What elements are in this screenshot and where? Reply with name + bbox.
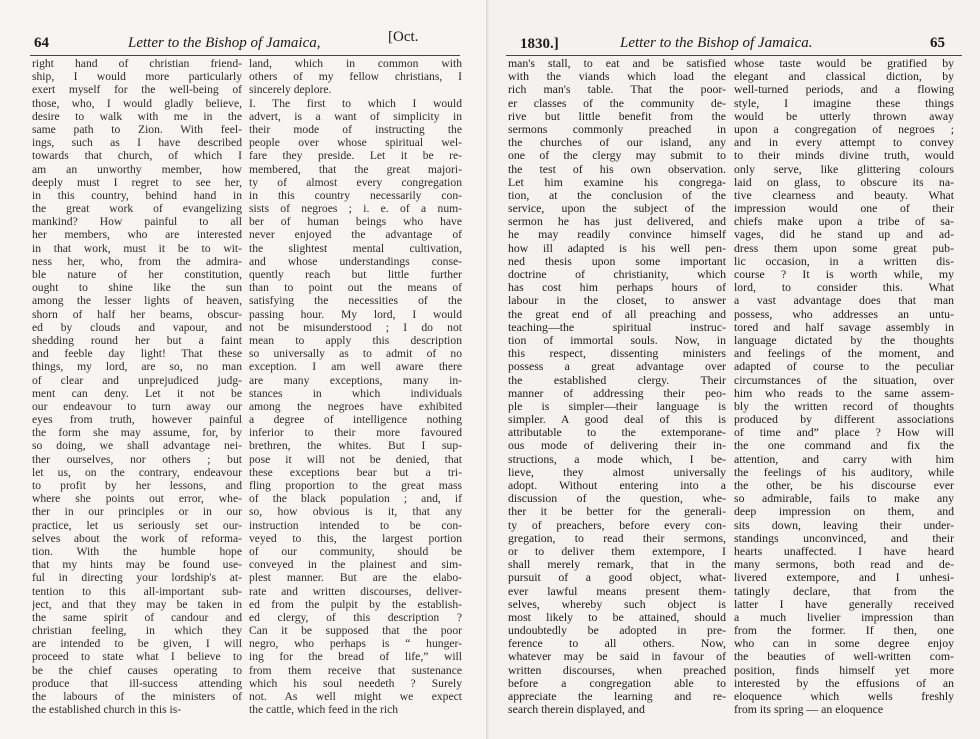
text-line: teaching—the spiritual instruc- — [508, 320, 726, 334]
text-line: one of the clergy may submit to — [508, 149, 726, 163]
text-line: interested by the effusions of an — [734, 676, 954, 690]
text-line: am an unworthy member, how — [32, 162, 242, 176]
text-line: circumstances of the situation, over — [734, 373, 954, 387]
text-line: livered extempore, and I unhesi- — [734, 571, 954, 585]
text-line: sincerely deplore. — [249, 83, 332, 97]
text-line: the feelings of his auditory, while — [734, 465, 954, 479]
right-column-2 — [734, 57, 954, 716]
text-line: tive clearness and beauty. What — [734, 188, 954, 202]
text-line: ned thesis upon some important — [508, 254, 726, 268]
text-line: produced by different associations — [734, 413, 954, 427]
text-line: has cost him perhaps hours of — [508, 281, 726, 295]
text-line: where she points out error, whe- — [32, 492, 242, 506]
text-line: our endeavour to turn away our — [32, 399, 242, 413]
text-line: so doing, we shall advantage nei- — [32, 439, 242, 453]
text-line: brethren, the whites. But I sup- — [249, 439, 462, 453]
text-line: than to point out the means of — [249, 281, 462, 295]
text-line: standings unconvinced, and their — [734, 531, 954, 545]
text-line: those, who, I would gladly believe, — [32, 96, 242, 110]
text-line: and feeble day light! That these — [32, 347, 242, 361]
text-line: structions, a mode which, I be- — [508, 452, 726, 466]
text-line: ple is simpler—their language is — [508, 399, 726, 413]
text-line: ful in directing your lordship's at- — [32, 571, 242, 585]
text-line: I. The first to which I would — [249, 96, 462, 110]
text-line: who can in some degree enjoy — [734, 637, 954, 651]
text-line: not. As well might we expect — [249, 690, 462, 703]
text-line: pursuit of a good object, what- — [508, 571, 726, 585]
text-line: tention to this all-important sub- — [32, 584, 242, 598]
text-line: of time and” place ? How will — [734, 426, 954, 440]
right-header-rule — [506, 55, 962, 56]
text-line: ings, such as I have described — [32, 136, 242, 150]
text-line: the churches of our island, any — [508, 136, 726, 150]
text-line: never enjoyed the advantage of — [249, 228, 462, 242]
text-line: things, my lord, are so, no man — [32, 360, 242, 374]
left-page — [0, 0, 488, 739]
text-line: christian feeling, in which they — [32, 624, 242, 638]
text-line: tion of immortal souls. Now, in — [508, 333, 726, 347]
left-running-title: Letter to the Bishop of Jamaica, — [128, 35, 321, 51]
text-line: the cattle, which feed in the rich — [249, 703, 399, 717]
text-line: doctrine of christianity, which — [508, 268, 726, 281]
text-line: ed by clouds and vapour, and — [32, 320, 242, 334]
text-line: possess, who addresses an untu- — [734, 307, 954, 321]
text-line: the test of his own observation. — [508, 162, 726, 176]
text-line: plest manner. But are the elabo- — [249, 571, 462, 585]
text-line: produce that ill-success attending — [32, 676, 242, 690]
text-line: mankind? How painful to all — [32, 215, 242, 229]
text-line: laid on glass, to obscure its na- — [734, 175, 954, 189]
text-line: shedding round her but a faint — [32, 333, 242, 347]
left-column-2 — [249, 57, 462, 716]
text-line: latter I have generally received — [734, 597, 954, 611]
text-line: dress them upon some great pub- — [734, 241, 954, 255]
text-line: ference to all others. Now, — [508, 637, 726, 651]
text-line: possess a great advantage over — [508, 360, 726, 374]
text-line: others of my fellow christians, I — [249, 70, 462, 84]
text-line: he may readily convince himself — [508, 228, 726, 242]
text-line: sists of negroes ; i. e. of a num- — [249, 202, 462, 216]
text-line: before a congregation able to — [508, 676, 726, 690]
text-line: attention, and carry with him — [734, 452, 954, 466]
text-line: lieve, they almost universally — [508, 465, 726, 479]
text-line: deeply must I regret to see her, — [32, 175, 242, 189]
text-line: this respect, dissenting ministers — [508, 347, 726, 361]
text-line: ther ourselves, nor others ; but — [32, 452, 242, 466]
text-line: the beauties of well-written com- — [734, 650, 954, 664]
text-line: adopt. Without entering into a — [508, 479, 726, 492]
text-line: Can it be supposed that the poor — [249, 624, 462, 638]
text-line: tion. With the humble hope — [32, 544, 242, 558]
text-line: sermons commonly preached in — [508, 122, 726, 136]
text-line: and feelings of the moment, and — [734, 347, 954, 361]
text-line: right hand of christian friend- — [32, 57, 242, 70]
text-line: in that work, must it be to wit- — [32, 241, 242, 255]
text-line: let us, on the contrary, endeavour — [32, 465, 242, 479]
text-line: man's stall, to eat and be satisfied — [508, 57, 726, 70]
text-line: the form she may assume, for, by — [32, 426, 242, 440]
text-line: fare they preside. Let it be re- — [249, 149, 462, 163]
text-line: and whose understandings conse- — [249, 254, 462, 268]
text-line: membered, that the great majori- — [249, 162, 462, 176]
text-line: to their minds divine truth, would — [734, 149, 954, 163]
text-line: course ? It is worth while, my — [734, 268, 954, 281]
text-line: in this country, behind hand in — [32, 188, 242, 202]
text-line: selves about the work of reforma- — [32, 531, 242, 545]
text-line: ed from the pulpit by the establish- — [249, 597, 462, 611]
text-line: sits down, leaving their under- — [734, 518, 954, 532]
text-line: adapted of course to the peculiar — [734, 360, 954, 374]
text-line: which his soul needeth ? Surely — [249, 676, 462, 690]
right-column-1 — [508, 57, 726, 716]
text-line: veyed to this, the largest portion — [249, 531, 462, 545]
text-line: the same spirit of candour and — [32, 610, 242, 624]
text-line: conveyed in the plainest and sim- — [249, 558, 462, 572]
text-line: the other, be his discourse ever — [734, 479, 954, 492]
text-line: attributable to the extemporane- — [508, 426, 726, 440]
text-line: tatingly declare, that from the — [734, 584, 954, 598]
text-line: the established church in this is- — [32, 703, 182, 717]
text-line: so admirable, fails to make any — [734, 492, 954, 506]
text-line: ed clergy, of this description ? — [249, 610, 462, 624]
text-line: rich man's table. That the poor- — [508, 83, 726, 97]
text-line: advert, is a want of simplicity in — [249, 109, 462, 123]
text-line: not be misunderstood ; I do not — [249, 320, 462, 334]
text-line: lord, to consider this. What — [734, 281, 954, 295]
text-line: er classes of the community de- — [508, 96, 726, 110]
text-line: bly the written record of thoughts — [734, 399, 954, 413]
text-line: a vast advantage does that man — [734, 294, 954, 308]
text-line: rive but little benefit from the — [508, 109, 726, 123]
left-header-rule — [30, 55, 460, 56]
text-line: are intended to be given, I will — [32, 637, 242, 651]
text-line: style, I imagine these things — [734, 96, 954, 110]
text-line: from its spring — an eloquence — [734, 703, 884, 717]
text-line: vages, did he stand up and ad- — [734, 228, 954, 242]
text-line: exert myself for the well-being of — [32, 83, 242, 97]
text-line: passing hour. My lord, I would — [249, 307, 462, 321]
text-line: her members, who are interested — [32, 228, 242, 242]
text-line: hearts unaffected. I have heard — [734, 544, 954, 558]
right-page — [490, 0, 980, 739]
text-line: be the chief causes operating to — [32, 663, 242, 677]
text-line: ment can deny. Let it not be — [32, 386, 242, 400]
text-line: well-turned periods, and a flowing — [734, 83, 954, 97]
text-line: quently reach but little further — [249, 268, 462, 281]
text-line: these exceptions bear but a tri- — [249, 465, 462, 479]
text-line: chiefs make upon a tribe of sa- — [734, 215, 954, 229]
text-line: eloquence which wells freshly — [734, 690, 954, 703]
text-line: ber of human beings who have — [249, 215, 462, 229]
text-line: impression would one of their — [734, 202, 954, 216]
text-line: elegant and classical diction, by — [734, 70, 954, 84]
text-line: how ill adapted is his well pen- — [508, 241, 726, 255]
text-line: ous mode of delivering their in- — [508, 439, 726, 453]
text-line: instruction intended to be con- — [249, 518, 462, 532]
text-line: exception. I am well aware there — [249, 360, 462, 374]
text-line: tored and half savage assembly in — [734, 320, 954, 334]
text-line: from them receive that sustenance — [249, 663, 462, 677]
text-line: lic occasion, in a written dis- — [734, 254, 954, 268]
text-line: ship, I would more particularly — [32, 70, 242, 84]
text-line: ing for the bread of life,” will — [249, 650, 462, 664]
text-line: Let him examine his congrega- — [508, 175, 726, 189]
text-line: and in every attempt to convey — [734, 136, 954, 150]
text-line: a degree of intelligence nothing — [249, 413, 462, 427]
text-line: inferior to their more favoured — [249, 426, 462, 440]
text-line: ty of almost every congregation — [249, 175, 462, 189]
text-line: ness her, who, from the admira- — [32, 254, 242, 268]
left-page-number: 64 — [34, 35, 49, 51]
text-line: eyes from truth, however painful — [32, 413, 242, 427]
text-line: pose it will not be denied, that — [249, 452, 462, 466]
text-line: desire to walk with me in the — [32, 109, 242, 123]
text-line: shorn of half her beams, obscur- — [32, 307, 242, 321]
text-line: of the black population ; and, if — [249, 492, 462, 506]
text-line: sermon he has just delivered, and — [508, 215, 726, 229]
text-line: discussion of the question, whe- — [508, 492, 726, 506]
text-line: shall merely remark, that in the — [508, 558, 726, 572]
text-line: deep impression on them, and — [734, 505, 954, 519]
text-line: same path to Zion. With feel- — [32, 122, 242, 136]
text-line: search therein displayed, and — [508, 703, 645, 717]
text-line: among the lesser lights of heaven, — [32, 294, 242, 308]
text-line: proceed to state what I believe to — [32, 650, 242, 664]
text-line: most likely to be attained, should — [508, 610, 726, 624]
text-line: service, upon the subject of the — [508, 202, 726, 216]
text-line: with the viands which load the — [508, 70, 726, 84]
text-line: practice, let us seriously set our- — [32, 518, 242, 532]
text-line: their mode of instructing the — [249, 122, 462, 136]
text-line: people over whose spiritual wel- — [249, 136, 462, 150]
text-line: simpler. A good deal of this is — [508, 413, 726, 427]
text-line: ought to shine like the sun — [32, 281, 242, 295]
text-line: written discourses, when preached — [508, 663, 726, 677]
text-line: towards that church, of which I — [32, 149, 242, 163]
text-line: him who reads to the same assem- — [734, 386, 954, 400]
text-line: appreciate the learning and re- — [508, 690, 726, 703]
text-line: of our community, should be — [249, 544, 462, 558]
text-line: manner of addressing their peo- — [508, 386, 726, 400]
text-line: the great end of all preaching and — [508, 307, 726, 321]
right-date-bracket: 1830.] — [520, 36, 559, 52]
text-line: many sermons, both read and de- — [734, 558, 954, 572]
text-line: gregation, to read their sermons, — [508, 531, 726, 545]
text-line: only serve, like glittering colours — [734, 162, 954, 176]
text-line: whose taste would be gratified by — [734, 57, 954, 70]
text-line: from the former. If then, one — [734, 624, 954, 638]
text-line: rate and written discourses, deliver- — [249, 584, 462, 598]
text-line: ther in our principles or in our — [32, 505, 242, 519]
text-line: upon a congregation of negroes ; — [734, 122, 954, 136]
text-line: ther it be better for the generali- — [508, 505, 726, 519]
left-column-1 — [32, 57, 242, 716]
left-date-bracket: [Oct. — [388, 29, 419, 45]
text-line: the great work of evangelizing — [32, 202, 242, 216]
text-line: selves, whereby such object is — [508, 597, 726, 611]
text-line: tion, at the conclusion of the — [508, 188, 726, 202]
text-line: to profit by her lessons, and — [32, 479, 242, 492]
text-line: language dictated by the thoughts — [734, 333, 954, 347]
text-line: negro, who perhaps is “ hunger- — [249, 637, 462, 651]
text-line: the one command and fix the — [734, 439, 954, 453]
text-line: or to deliver them extempore, I — [508, 544, 726, 558]
text-line: among the negroes have exhibited — [249, 399, 462, 413]
right-running-title: Letter to the Bishop of Jamaica. — [620, 35, 813, 51]
text-line: mean to apply this description — [249, 333, 462, 347]
text-line: so, how obvious is it, that any — [249, 505, 462, 519]
text-line: labour in the closet, to answer — [508, 294, 726, 308]
text-line: so universally as to admit of no — [249, 347, 462, 361]
text-line: in this country necessarily con- — [249, 188, 462, 202]
text-line: ble nature of her constitution, — [32, 268, 242, 281]
text-line: land, which in common with — [249, 57, 462, 70]
text-line: position, finds himself yet more — [734, 663, 954, 677]
right-page-number: 65 — [930, 35, 945, 51]
text-line: satisfying the necessities of the — [249, 294, 462, 308]
text-line: stances in which individuals — [249, 386, 462, 400]
text-line: the slightest mental cultivation, — [249, 241, 462, 255]
text-line: ject, and that they may be taken in — [32, 597, 242, 611]
text-line: fling proportion to the great mass — [249, 479, 462, 492]
text-line: the labours of the ministers of — [32, 690, 242, 703]
text-line: are many exceptions, many in- — [249, 373, 462, 387]
text-line: undoubtedly be adopted in pre- — [508, 624, 726, 638]
text-line: whatever may be said in favour of — [508, 650, 726, 664]
text-line: a much livelier impression than — [734, 610, 954, 624]
text-line: the established clergy. Their — [508, 373, 726, 387]
text-line: ever lawful means present them- — [508, 584, 726, 598]
text-line: of clear and unprejudiced judg- — [32, 373, 242, 387]
text-line: ty of preachers, before every con- — [508, 518, 726, 532]
text-line: that my hints may be found use- — [32, 558, 242, 572]
text-line: would be utterly thrown away — [734, 109, 954, 123]
